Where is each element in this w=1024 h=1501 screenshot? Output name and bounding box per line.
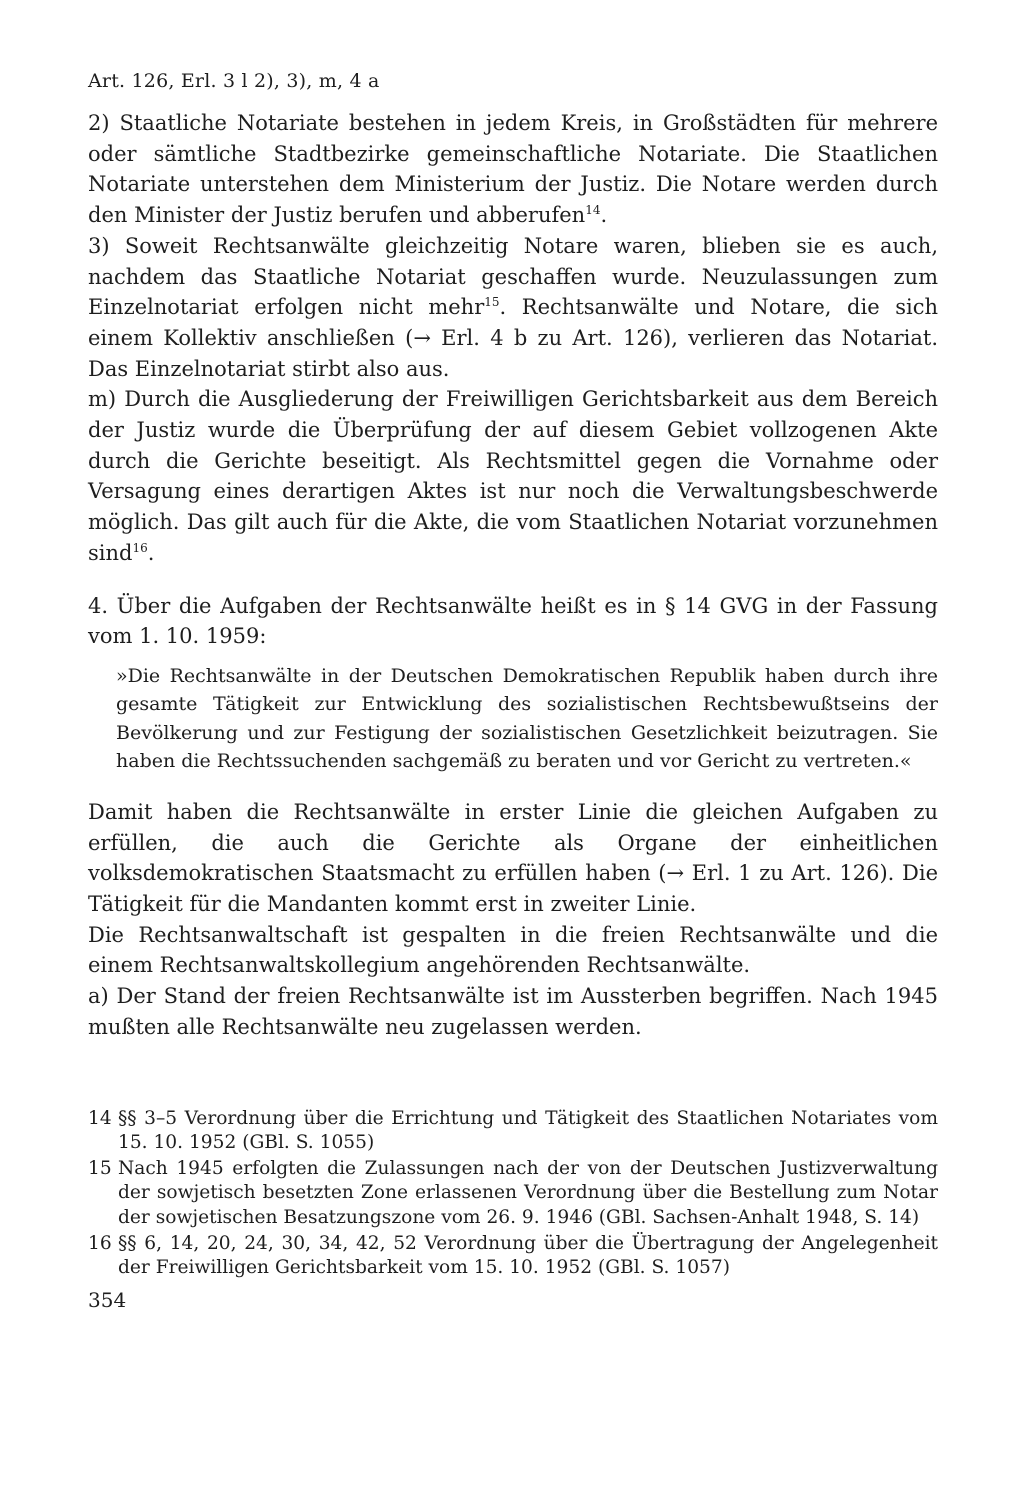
footnote-ref[interactable]: 14 bbox=[585, 203, 601, 218]
paragraph-notariate-2 bbox=[88, 108, 938, 231]
section-4-intro: 4. Über die Aufgaben der Rechtsanwälte heißt es in § 14 GVG in der Fassung vom 1. 10. 1959: bbox=[88, 593, 938, 649]
block-quote: »Die Rechtsanwälte in der Deutschen Demokratischen Republik haben durch ihre gesamte Tätigkeit zur Entwicklung des sozialistischen Rechtsbewußtseins der Bevölkerung und zur Festigung der sozialistischen Gesetzlichkeit beizutragen. Sie haben die Rechtssuchenden sachgemäß zu beraten und vor Gericht zu vertreten.« bbox=[116, 664, 938, 773]
paragraph-tasks: Damit haben die Rechtsanwälte in erster Linie die gleichen Aufgaben zu erfüllen, die auch die Gerichte als Organe der einheitlichen volksdemokratischen Staatsmacht zu erfüllen haben (→ Erl. 1 zu Art. 126). Die Tätigkeit für die Mandanten kommt erst in zweiter Linie. bbox=[88, 799, 938, 917]
paragraph-text: 2) Staatliche Notariate bestehen in jedem Kreis, in Großstädten für mehrere oder sämtliche Stadtbezirke gemeinschaftliche Notariate. Die Staatlichen Notariate unterstehen dem Ministerium der Justiz. Die Notare werden durch den Minister der Justiz berufen und abberufen bbox=[88, 111, 938, 228]
footnote-15 bbox=[88, 1157, 938, 1231]
paragraph-notariate-3 bbox=[88, 231, 938, 385]
footnote-ref[interactable]: 16 bbox=[132, 540, 148, 555]
footnote-16 bbox=[88, 1232, 938, 1281]
footnote-text: Nach 1945 erfolgten die Zulassungen nach der von der Deutschen Justizverwaltung der sowjetisch besetzten Zone erlassenen Verordnung über die Bestellung zum Notar der sowjetischen Besatzungszone vom 26. 9. 1946 (GBl. Sachsen-Anhalt 1948, S. 14) bbox=[118, 1157, 938, 1228]
paragraph-tail: . bbox=[147, 540, 155, 565]
running-head: Art. 126, Erl. 3 l 2), 3), m, 4 a bbox=[88, 70, 380, 92]
paragraph-m bbox=[88, 384, 938, 568]
footnote-ref[interactable]: 15 bbox=[484, 295, 500, 310]
footnote-number: 16 bbox=[88, 1232, 112, 1254]
footnotes bbox=[88, 1107, 938, 1281]
paragraph-split: Die Rechtsanwaltschaft ist gespalten in die freien Rechtsanwälte und die einem Rechtsanwaltskollegium angehörenden Rechtsanwälte. bbox=[88, 922, 938, 978]
footnote-14 bbox=[88, 1107, 938, 1156]
footnote-text: §§ 6, 14, 20, 24, 30, 34, 42, 52 Verordnung über die Übertragung der Angelegenheit der Freiwilligen Gerichtsbarkeit vom 15. 10. 1952 (GBl. S. 1057) bbox=[118, 1232, 938, 1279]
footnote-text: §§ 3–5 Verordnung über die Errichtung und Tätigkeit des Staatlichen Notariates vom 15. 10. 1952 (GBl. S. 1055) bbox=[118, 1107, 938, 1154]
page-number: 354 bbox=[88, 1288, 127, 1312]
paragraph-tail: . bbox=[600, 203, 608, 228]
page-content bbox=[88, 66, 938, 1282]
paragraph-text: m) Durch die Ausgliederung der Freiwilligen Gerichtsbarkeit aus dem Bereich der Justiz wurde die Überprüfung der auf diesem Gebiet vollzogenen Akte durch die Gerichte beseitigt. Als Rechtsmittel gegen die Vornahme oder Versagung eines derartigen Aktes ist nur noch die Verwaltungsbeschwerde möglich. Das gilt auch für die Akte, die vom Staatlichen Notariat vorzunehmen sind bbox=[88, 387, 938, 565]
footnote-number: 15 bbox=[88, 1157, 112, 1179]
paragraph-tail: . Rechtsanwälte und Notare, die sich einem Kollektiv anschließen (→ Erl. 4 b zu Art. 126), verlieren das Notariat. Das Einzelnotariat stirbt also aus. bbox=[88, 295, 938, 381]
footnote-number: 14 bbox=[88, 1107, 112, 1129]
paragraph-a: a) Der Stand der freien Rechtsanwälte ist im Aussterben begriffen. Nach 1945 mußten alle Rechtsanwälte neu zugelassen werden. bbox=[88, 984, 938, 1039]
paragraph-text: 3) Soweit Rechtsanwälte gleichzeitig Notare waren, blieben sie es auch, nachdem das Staatliche Notariat geschaffen wurde. Neuzulassungen zum Einzelnotariat erfolgen nicht mehr bbox=[88, 233, 938, 320]
